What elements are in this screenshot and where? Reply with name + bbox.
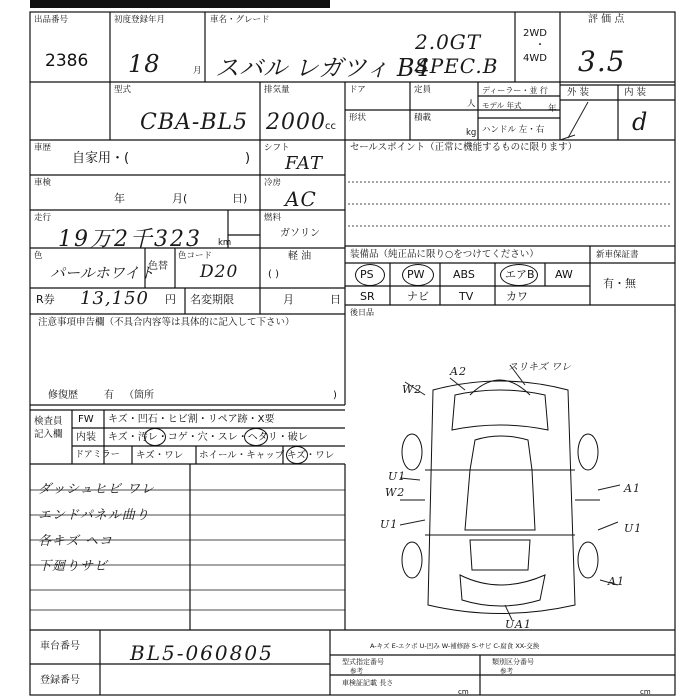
circle-scuff bbox=[244, 428, 268, 446]
load-label: 積載 bbox=[414, 113, 432, 123]
grade-line2: SPEC.B bbox=[415, 54, 499, 78]
note-2: エンドパネル曲り bbox=[38, 508, 150, 523]
color-change-label: 色替 bbox=[148, 261, 168, 272]
yen-unit: 円 bbox=[165, 293, 176, 306]
shift: FAT bbox=[285, 153, 323, 174]
repair-location: （箇所 bbox=[124, 390, 154, 401]
inspection-month: 月( bbox=[172, 192, 188, 205]
recycle-label: R券 bbox=[36, 293, 55, 306]
equip-aw: AW bbox=[555, 268, 573, 281]
color-code: D20 bbox=[200, 262, 239, 282]
tax-month: 月 bbox=[283, 293, 294, 306]
ac-label: 冷房 bbox=[264, 178, 282, 188]
inspector-row2: キズ・汚レ・コゲ・穴・スレ・ヘタリ・破レ bbox=[108, 432, 308, 443]
note-3: 各キズ ヘコ bbox=[38, 534, 113, 549]
inspector-label-2: 記入欄 bbox=[34, 429, 63, 440]
km-unit: km bbox=[218, 238, 232, 248]
capacity-label: 定員 bbox=[414, 85, 432, 95]
mark-w2-left: W2 bbox=[385, 486, 406, 499]
repair-value: 有 bbox=[104, 390, 114, 401]
inspector-mirror: ドアミラー bbox=[75, 450, 120, 460]
inspection-day: 日) bbox=[232, 192, 248, 205]
chassis-label: 車台番号 bbox=[40, 641, 80, 652]
car-name-label: 車名・グレード bbox=[210, 15, 270, 25]
fuel-label: 燃料 bbox=[264, 213, 282, 223]
equip-tv: TV bbox=[459, 290, 474, 303]
capacity-unit: 人 bbox=[467, 99, 476, 109]
repair-label: 修復歴 bbox=[48, 390, 78, 401]
sales-points-label: セールスポイント（正常に機能するものに限ります） bbox=[350, 142, 578, 153]
inspection-year: 年 bbox=[114, 192, 125, 205]
shift-label: シフト bbox=[264, 143, 290, 153]
model-label: 型式 bbox=[114, 85, 132, 95]
grade-line1: 2.0GT bbox=[415, 30, 482, 54]
color-label: 色 bbox=[34, 251, 43, 261]
color-code-label: 色コード bbox=[178, 251, 213, 261]
drive-2wd: 2WD bbox=[523, 28, 547, 39]
exterior-label: 外 装 bbox=[567, 87, 590, 98]
warranty-label: 新車保証書 bbox=[596, 250, 639, 260]
car-diagram bbox=[400, 380, 600, 614]
dimension-label: 車検証記載 長さ bbox=[342, 679, 394, 687]
diesel: 軽 油 bbox=[288, 251, 312, 262]
interior-label: 内 装 bbox=[624, 87, 647, 98]
inspector-fw: FW bbox=[78, 414, 94, 425]
displacement: 2000 bbox=[266, 110, 326, 135]
month-unit: 月 bbox=[193, 66, 202, 76]
circle-airbag bbox=[500, 264, 538, 286]
model-year-label: モデル 年式 bbox=[482, 101, 522, 110]
mark-scratch-crack: スリキズ ワレ bbox=[508, 362, 571, 373]
mileage-label: 走行 bbox=[34, 213, 52, 223]
first-registration-label: 初度登録年月 bbox=[114, 15, 166, 25]
model-code: CBA-BL5 bbox=[140, 110, 249, 135]
inspector-interior: 内装 bbox=[76, 432, 96, 443]
handle-label: ハンドル 左・右 bbox=[482, 125, 545, 135]
first-registration-year: 18 bbox=[128, 50, 161, 78]
note-1: ダッシュヒビ ワレ bbox=[38, 482, 155, 497]
class-number-label: 類別区分番号 bbox=[492, 658, 534, 666]
circle-stain bbox=[144, 428, 166, 446]
inspector-row3c: キズ・ワレ bbox=[287, 450, 335, 461]
equip-abs: ABS bbox=[453, 268, 475, 281]
damage-legend: A-キズ E-エクボ U-凹み W-補修跡 S-サビ C-腐食 XX-交換 bbox=[370, 642, 540, 650]
equip-leather: カワ bbox=[506, 290, 528, 303]
shape-label: 形状 bbox=[349, 113, 367, 123]
caution-label: 注意事項申告欄（不具合内容等は具体的に記入して下さい） bbox=[38, 317, 295, 328]
ref-label-1: 参考 bbox=[350, 667, 363, 675]
inspection-label: 車検 bbox=[34, 178, 52, 188]
year-unit: 年 bbox=[548, 104, 557, 114]
reg-label: 登録番号 bbox=[40, 675, 80, 686]
chassis-number: BL5-060805 bbox=[130, 641, 274, 665]
mark-a1-right-front: A1 bbox=[624, 482, 641, 495]
circle-pw bbox=[402, 264, 434, 286]
mark-ua1-rear: UA1 bbox=[505, 618, 532, 631]
warranty: 有・無 bbox=[603, 277, 636, 290]
usage: 自家用・( bbox=[72, 151, 130, 166]
fuel-paren: ( ) bbox=[268, 269, 279, 280]
circle-wheel-scratch bbox=[286, 446, 308, 464]
equip-ps: PS bbox=[360, 268, 374, 281]
interior-grade: d bbox=[632, 108, 649, 136]
mark-w2-front-left: W2 bbox=[402, 383, 423, 396]
cc-unit: cc bbox=[325, 121, 336, 132]
lot-number-label: 出品番号 bbox=[34, 15, 69, 25]
circle-ps bbox=[355, 264, 385, 286]
equip-navi: ナビ bbox=[407, 290, 429, 303]
ref-label-2: 参考 bbox=[500, 667, 513, 675]
mileage: 19万2千323 bbox=[58, 227, 202, 252]
score: 3.5 bbox=[578, 45, 626, 78]
car-name: スバル レガツィ B4 bbox=[215, 54, 430, 82]
repair-location-close: ) bbox=[333, 390, 337, 401]
score-label: 評 価 点 bbox=[588, 14, 625, 25]
displacement-label: 排気量 bbox=[264, 85, 290, 95]
equip-pw: PW bbox=[407, 268, 425, 281]
auction-sheet: 出品番号 2386 初度登録年月 18 月 車名・グレード スバル レガツィ B4 2.0GT SPEC.B 2WD ・ 4WD 評 価 点 3.5 外 装 内 装 d 型式 CBA-BL5 排気量 2000 cc ドア 定員 人 ディーラー・並 行 モデル 年式 年 形状 積載 kg ハンドル 左・右 車歴 自家用・( ) シフト FAT 車検 年 月( 日) 冷房 AC 走行 19万2千323 km 燃料 ガソリン 軽 油 ( ) 色 パールホワイト 色替 色コード D20 R券 13,150 円 名変期限 月 日 セールスポイント（正常に機能するものに限ります） 装備品（純正品に限り○をつけてください） 新車保証書 有・無 PS PW ABS エアB AW SR ナビ TV カワ 後日品 注意事項申告欄（不具合内容等は具体的に記入して下さい） 修復歴 有 （箇所 ) 検査員 記入欄 FW キズ・凹石・ヒビ割・リペア跡・X要 内装 キズ・汚レ・コゲ・穴・スレ・ヘタリ・破レ ドアミラー キズ・ワレ ホイール・キャップ キズ・ワレ ダッシュヒビ ワレ エンドパネル曲り 各キズ ヘコ 下廻りサビ W2 A2 スリキズ ワレ U1 W2 U1 A1 U1 A1 UA1 A-キズ E-エクボ U-凹み W-補修跡 S-サビ C-腐食 XX-交換 車台番号 BL5-060805 登録番号 型式指定番号 類別区分番号 参考 参考 車検証記載 長さ cm cm bbox=[0, 0, 700, 700]
equip-airbag: エアB bbox=[505, 268, 535, 281]
dealer-label: ディーラー・並 行 bbox=[482, 86, 548, 95]
usage-label: 車歴 bbox=[34, 143, 52, 153]
equip-sr: SR bbox=[360, 290, 375, 303]
type-designation-label: 型式指定番号 bbox=[342, 658, 384, 666]
note-4: 下廻りサビ bbox=[38, 559, 109, 574]
ac: AC bbox=[285, 187, 317, 211]
inspector-label-1: 検査員 bbox=[34, 416, 63, 427]
inspector-row3a: キズ・ワレ bbox=[136, 450, 184, 461]
mark-a2-front: A2 bbox=[450, 365, 467, 378]
usage-close: ) bbox=[245, 151, 251, 166]
inspector-row3b: ホイール・キャップ bbox=[199, 450, 285, 461]
cm-unit-2: cm bbox=[640, 688, 651, 696]
drive-4wd: 4WD bbox=[523, 53, 547, 64]
mark-u1-right: U1 bbox=[624, 522, 643, 535]
door-label: ドア bbox=[349, 85, 366, 95]
inspector-row1: キズ・凹石・ヒビ割・リペア跡・X要 bbox=[108, 414, 275, 425]
recycle-fee: 13,150 bbox=[80, 288, 149, 309]
lot-number: 2386 bbox=[45, 51, 89, 71]
kg-unit: kg bbox=[466, 128, 477, 138]
tax-label: 名変期限 bbox=[190, 293, 234, 306]
cm-unit-1: cm bbox=[458, 688, 469, 696]
fuel: ガソリン bbox=[280, 228, 320, 239]
color: パールホワイト bbox=[50, 264, 155, 282]
mark-u1-left-front: U1 bbox=[388, 470, 407, 483]
mark-a1-right-rear: A1 bbox=[608, 575, 625, 588]
equipment-label: 装備品（純正品に限り○をつけてください） bbox=[350, 249, 539, 260]
mark-u1-left-rear: U1 bbox=[380, 518, 399, 531]
tax-day: 日 bbox=[330, 293, 341, 306]
aftermarket-label: 後日品 bbox=[350, 308, 374, 317]
